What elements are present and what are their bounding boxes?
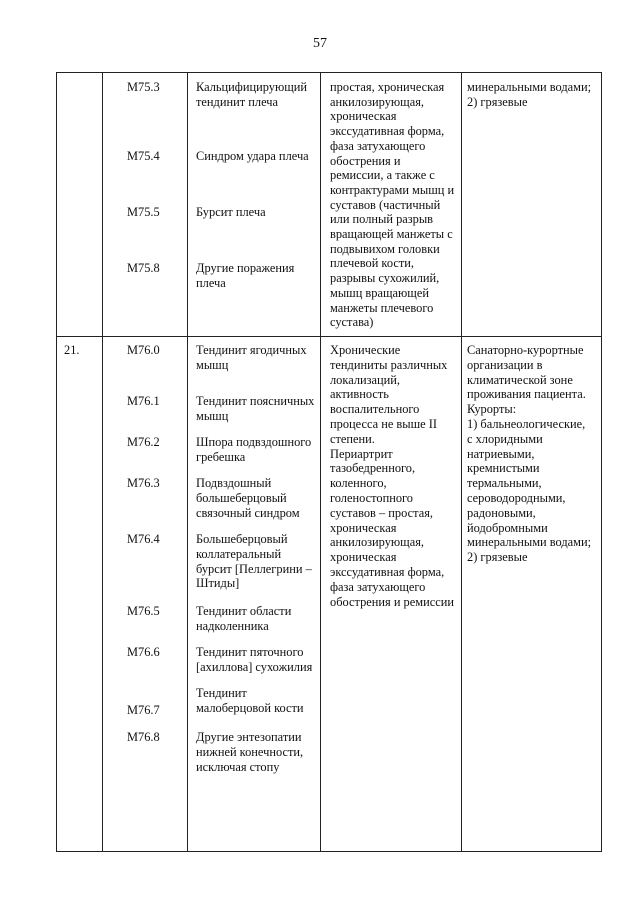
name-cell <box>196 205 266 220</box>
code-cell: M76.3 <box>127 476 160 490</box>
description-line: анкилозирующая, <box>330 535 425 550</box>
code-cell: M75.5 <box>127 205 160 219</box>
treatment-line: 1) бальнеологические, <box>467 416 586 431</box>
treatment-line: с хлоридными <box>467 431 543 446</box>
name-line: Подвздошный <box>196 476 272 490</box>
name-line: тендинит плеча <box>196 94 278 109</box>
table-top-border <box>56 72 602 73</box>
description-line: хроническая <box>330 520 397 535</box>
table-bottom-border <box>56 851 602 852</box>
name-line: Штиды] <box>196 576 240 591</box>
description-line: фаза затухающего <box>330 579 426 594</box>
description-line: или полный разрыв <box>330 212 434 227</box>
description-line: анкилозирующая, <box>330 94 425 109</box>
code-cell: M75.3 <box>127 80 160 94</box>
name-cell <box>196 80 307 110</box>
name-line: мышц <box>196 408 229 423</box>
description-line: мышц вращающей <box>330 285 429 300</box>
code-cell: M76.0 <box>127 343 160 357</box>
name-line: Большеберцовый <box>196 532 288 546</box>
treatment-line: 2) грязевые <box>467 94 528 109</box>
table-left-border <box>56 72 57 852</box>
name-cell <box>196 343 307 373</box>
code-cell: M76.5 <box>127 604 160 618</box>
description-line: экссудативная форма, <box>330 564 445 579</box>
description-line: тендиниты различных <box>330 357 448 372</box>
description-line: обострения и <box>330 153 401 168</box>
name-cell <box>196 261 294 291</box>
name-line: связочный синдром <box>196 505 300 520</box>
description-line: коленного, <box>330 476 387 491</box>
name-cell <box>196 532 312 591</box>
treatment-line: сероводородными, <box>467 490 566 505</box>
description-line: процесса не выше II <box>330 416 438 431</box>
treatment-line: термальными, <box>467 476 542 491</box>
treatment-cell <box>467 80 591 110</box>
description-line: суставов – простая, <box>330 505 433 520</box>
treatment-line: 2) грязевые <box>467 550 528 565</box>
description-line: манжеты плечевого <box>330 300 434 315</box>
column-divider-name <box>320 72 321 852</box>
name-cell <box>196 394 314 424</box>
treatment-line: минеральными водами; <box>467 535 592 550</box>
page-number: 57 <box>313 36 327 51</box>
description-line: обострения и ремиссии <box>330 594 454 609</box>
name-line: коллатеральный <box>196 546 282 561</box>
treatment-cell <box>467 343 591 565</box>
name-line: мышц <box>196 357 229 372</box>
column-divider-description <box>461 72 462 852</box>
name-line: Тендинит <box>196 686 247 700</box>
name-cell <box>196 645 312 675</box>
description-cell <box>330 343 454 609</box>
description-line: фаза затухающего <box>330 138 426 153</box>
name-line: плеча <box>196 275 226 290</box>
code-cell: M76.6 <box>127 645 160 659</box>
treatment-line: минеральными водами; <box>467 80 592 94</box>
description-line: степени. <box>330 431 375 446</box>
treatment-line: йодобромными <box>467 520 548 535</box>
description-line: активность <box>330 387 389 402</box>
description-line: локализаций, <box>330 372 401 387</box>
description-line: контрактурами мышц и <box>330 182 455 197</box>
code-cell: M75.4 <box>127 149 160 163</box>
description-line: простая, хроническая <box>330 80 445 94</box>
code-cell: M76.4 <box>127 532 160 546</box>
name-line: гребешка <box>196 449 246 464</box>
description-line: суставов (частичный <box>330 197 441 212</box>
name-line: Другие энтезопатии <box>196 730 302 744</box>
name-line: Бурсит плеча <box>196 205 266 219</box>
name-line: Шпора подвздошного <box>196 435 312 449</box>
column-divider-code <box>187 72 188 852</box>
name-line: Тендинит ягодичных <box>196 343 307 357</box>
treatment-line: Курорты: <box>467 402 517 417</box>
treatment-line: кремнистыми <box>467 461 540 476</box>
name-line: исключая стопу <box>196 759 280 774</box>
column-divider-number <box>102 72 103 852</box>
description-line: экссудативная форма, <box>330 124 445 139</box>
description-line: Периартрит <box>330 446 393 461</box>
name-line: [ахиллова] сухожилия <box>196 659 313 674</box>
description-line: тазобедренного, <box>330 461 416 476</box>
name-line: Тендинит пяточного <box>196 645 304 659</box>
name-line: Синдром удара плеча <box>196 149 309 163</box>
description-line: хроническая <box>330 109 397 124</box>
description-line: вращающей манжеты с <box>330 227 453 242</box>
description-line: голеностопного <box>330 490 413 505</box>
table-right-border <box>601 72 602 852</box>
description-line: воспалительного <box>330 402 420 417</box>
code-cell: M76.8 <box>127 730 160 744</box>
description-line: Хронические <box>330 343 401 357</box>
treatment-line: натриевыми, <box>467 446 535 461</box>
name-cell <box>196 476 300 520</box>
name-cell <box>196 435 311 465</box>
description-line: сустава) <box>330 315 374 330</box>
description-line: подвывихом головки <box>330 241 440 256</box>
name-line: Кальцифицирующий <box>196 80 308 94</box>
treatment-line: климатической зоне <box>467 372 573 387</box>
name-line: Другие поражения <box>196 261 295 275</box>
treatment-line: Санаторно-курортные <box>467 343 584 357</box>
row-number: 21. <box>64 343 80 357</box>
name-cell <box>196 730 303 774</box>
code-cell: M76.2 <box>127 435 160 449</box>
code-cell: M75.8 <box>127 261 160 275</box>
name-line: Тендинит поясничных <box>196 394 315 408</box>
name-line: надколенника <box>196 618 269 633</box>
description-line: хроническая <box>330 550 397 565</box>
name-line: большеберцовый <box>196 490 287 505</box>
description-cell <box>330 80 454 330</box>
code-cell: M76.7 <box>127 703 160 717</box>
name-line: малоберцовой кости <box>196 700 304 715</box>
row-divider <box>56 336 602 337</box>
name-line: бурсит [Пеллегрини – <box>196 561 312 576</box>
name-cell <box>196 149 309 164</box>
treatment-line: радоновыми, <box>467 505 536 520</box>
description-line: ремиссии, а также с <box>330 168 435 183</box>
description-line: разрывы сухожилий, <box>330 271 440 286</box>
treatment-line: проживания пациента. <box>467 387 586 402</box>
name-line: нижней конечности, <box>196 744 304 759</box>
name-line: Тендинит области <box>196 604 292 618</box>
name-cell <box>196 604 291 634</box>
description-line: плечевой кости, <box>330 256 414 271</box>
treatment-line: организации в <box>467 357 543 372</box>
code-cell: M76.1 <box>127 394 160 408</box>
name-cell <box>196 686 304 716</box>
